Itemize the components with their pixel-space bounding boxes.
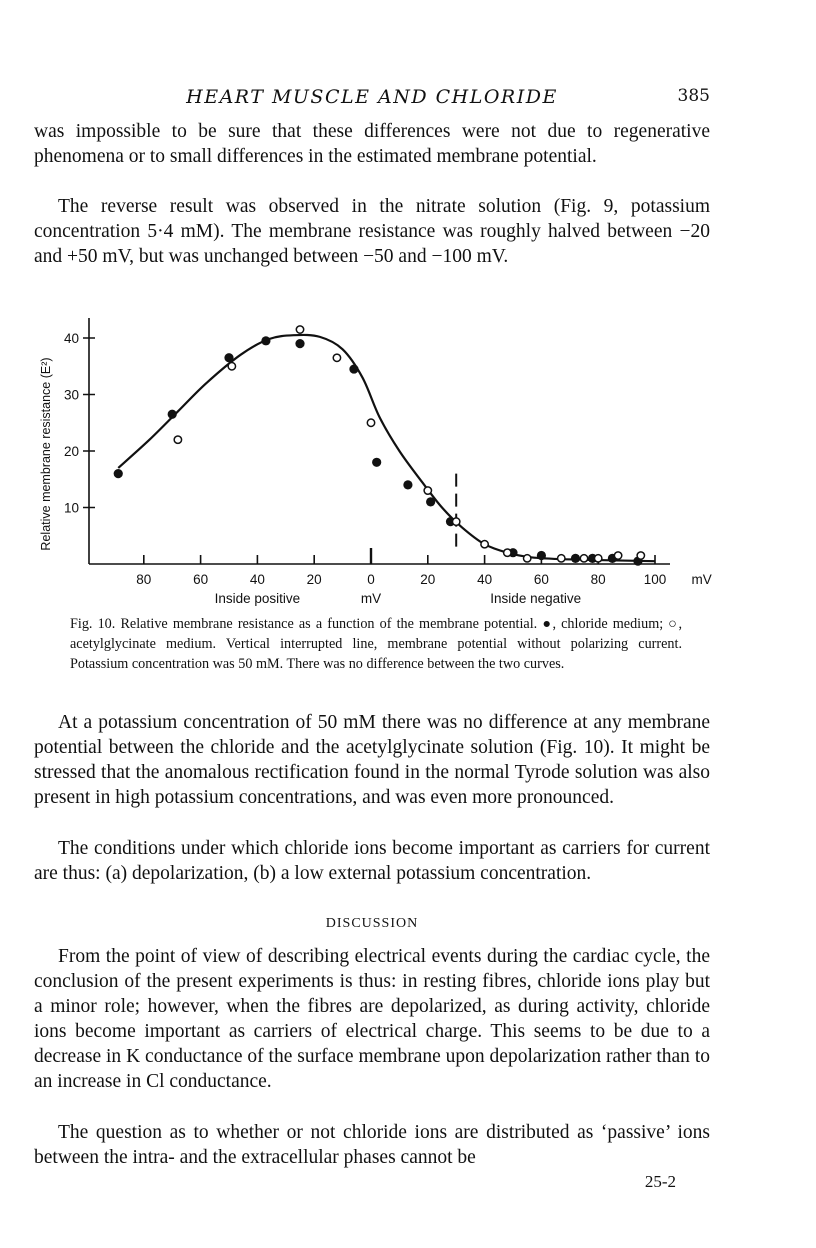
page-number: 385 — [677, 86, 710, 106]
chloride-point — [403, 480, 412, 489]
paragraph-question: The question as to whether or not chloride ions are distributed as ‘passive’ ions between the intra- and the extracellular phases cannot be — [34, 1122, 710, 1168]
chloride-point — [261, 336, 270, 345]
chloride-point — [537, 551, 546, 560]
acetylglycinate-point — [524, 555, 531, 562]
acetylglycinate-point — [481, 541, 488, 548]
x-side-label-left: Inside positive — [214, 591, 301, 606]
acetylglycinate-point — [367, 419, 374, 426]
figure-caption: Fig. 10. Relative membrane resistance as a function of the membrane potential. ●, chloride medium; ○, acetylglycinate medium. Vertical interrupted line, membrane potential without polarizing current. Potassium concentration was 50 mM. There was no difference between the two curves. — [70, 616, 682, 672]
section-heading-discussion: DISCUSSION — [325, 916, 419, 931]
x-tick-label: 80 — [136, 572, 152, 587]
acetylglycinate-point — [558, 555, 565, 562]
running-title: HEART MUSCLE AND CHLORIDE — [186, 86, 558, 108]
x-tick-label: 60 — [193, 572, 209, 587]
x-unit-label: mV — [691, 572, 712, 587]
paragraph-conditions: The conditions under which chloride ions become important as carriers for current are thus: (a) depolarization, (b) a low external potassium concentration. — [34, 838, 710, 884]
x-tick-label: 100 — [643, 572, 667, 587]
chloride-point — [168, 410, 177, 419]
x-tick-label: 0 — [367, 572, 375, 587]
y-tick-label: 40 — [63, 331, 79, 346]
y-tick-label: 10 — [63, 500, 79, 516]
running-header — [34, 86, 710, 110]
chloride-point — [295, 339, 304, 348]
x-tick-label: 20 — [306, 572, 322, 587]
paragraph-nitrate: The reverse result was observed in the nitrate solution (Fig. 9, potassium concentration 5·4 mM). The membrane resistance was roughly halved between −20 and +50 mV, but was unchanged between −50 and −100 mV. — [34, 196, 710, 267]
chloride-point — [426, 497, 435, 506]
acetylglycinate-point — [580, 555, 587, 562]
y-tick-label: 20 — [63, 444, 79, 459]
figure-10-chart — [30, 312, 720, 608]
x-tick-label: 60 — [533, 572, 549, 587]
acetylglycinate-point — [595, 555, 602, 562]
paragraph-discussion: From the point of view of describing electrical events during the cardiac cycle, the conclusion of the present experiments is thus: in resting fibres, chloride ions play but a minor role; however, when the fibres are depolarized, as during activity, chloride ions become important as carriers of electrical charge. This seems to be due to a decrease in K conductance of the surface membrane upon depolarization rather than to an increase in Cl conductance. — [34, 946, 710, 1092]
x-tick-label: 40 — [249, 572, 265, 587]
acetylglycinate-point — [174, 436, 181, 443]
acetylglycinate-point — [453, 518, 460, 525]
chloride-point — [571, 554, 580, 563]
y-tick-label: 30 — [63, 387, 79, 403]
acetylglycinate-point — [504, 549, 511, 556]
chloride-point — [372, 458, 381, 467]
chloride-point — [114, 469, 123, 478]
acetylglycinate-point — [614, 552, 621, 559]
acetylglycinate-point — [296, 326, 303, 333]
signature-mark: 25-2 — [644, 1172, 676, 1191]
x-tick-label: 80 — [590, 572, 606, 587]
fitted-curve — [118, 335, 655, 561]
x-tick-label: 20 — [420, 572, 436, 587]
paragraph-potassium: At a potassium concentration of 50 mM there was no difference at any membrane potential between the chloride and the acetylglycinate solution (Fig. 10). It might be stressed that the anomalous rectification found in the normal Tyrode solution was also present in high potassium concentrations, and was even more pronounced. — [34, 712, 710, 808]
acetylglycinate-point — [333, 354, 340, 361]
x-axis-label: mV — [360, 591, 382, 606]
chloride-point — [224, 353, 233, 362]
x-tick-label: 40 — [477, 572, 493, 587]
acetylglycinate-point — [637, 552, 644, 559]
paragraph-continued: was impossible to be sure that these differences were not due to regenerative phenomena or to small differences in the estimated membrane potential. — [34, 121, 710, 167]
x-side-label-right: Inside negative — [490, 591, 582, 606]
acetylglycinate-point — [228, 363, 235, 370]
acetylglycinate-point — [424, 487, 431, 494]
y-axis-label: Relative membrane resistance (E²) — [39, 357, 53, 551]
chloride-point — [349, 364, 358, 373]
